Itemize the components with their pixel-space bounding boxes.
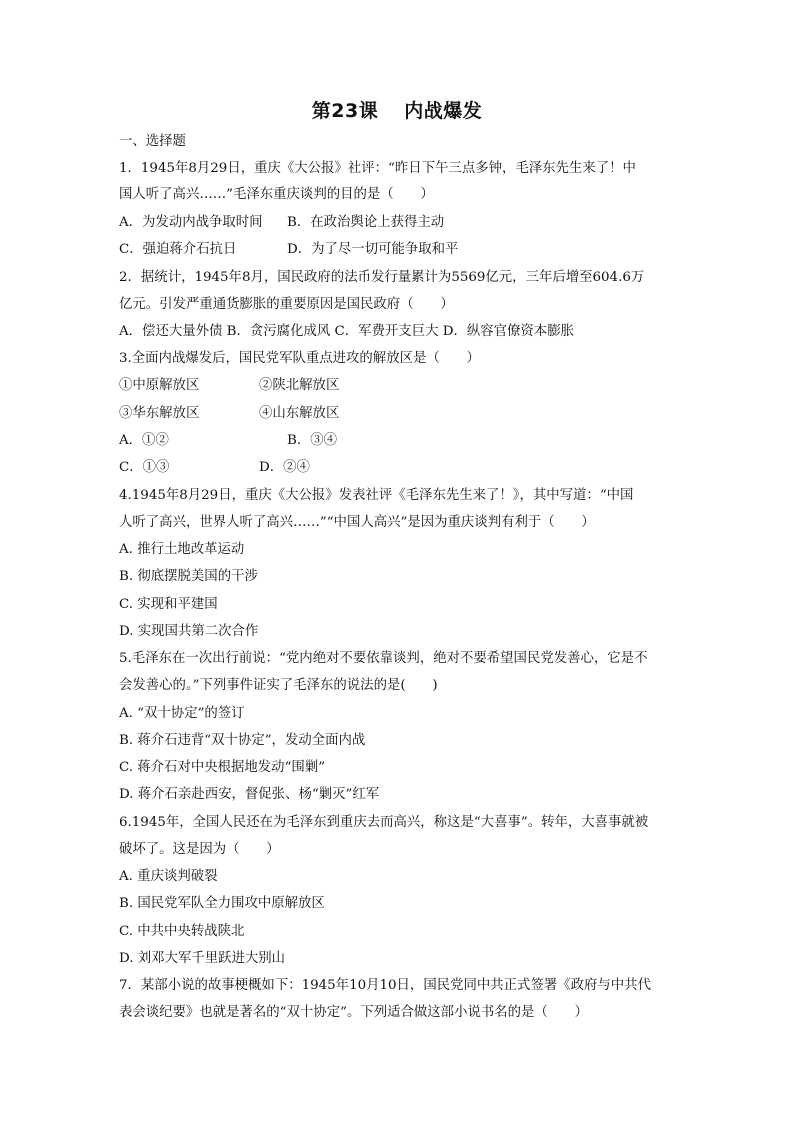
q6-option-b: B. 国民党军队全力围攻中原解放区 [119,896,325,911]
q1-option-d: D．为了尽一切可能争取和平 [287,242,459,257]
q1-options-row1 [119,214,679,232]
q3-option-b: B．③④ [287,433,338,448]
q3-item-3: ③华东解放区 [119,406,200,421]
q3-item-4: ④山东解放区 [259,406,340,421]
q3-option-a: A．①② [119,433,169,448]
q5-option-b: B. 蒋介石违背“双十协定”，发动全面内战 [119,733,366,748]
q4-stem-line2: 人听了高兴，世界人听了高兴……”“中国人高兴”是因为重庆谈判有利于（ ） [119,515,595,530]
q5-stem-line2: 会发善心的。”下列事件证实了毛泽东的说法的是( ) [119,678,438,693]
q1-option-b: B．在政治舆论上获得主动 [287,215,445,230]
q4-option-d: D. 实现国共第二次合作 [119,624,259,639]
section-heading: 一、选择题 [119,134,186,149]
q1-options-row2 [119,241,679,259]
q1-option-a: A．为发动内战争取时间 [119,215,263,230]
q6-option-c: C. 中共中央转战陕北 [119,924,245,939]
q3-options-row2 [119,459,679,477]
lesson-name: 内战爆发 [404,100,483,122]
q3-options-row1 [119,432,679,450]
q6-stem-line1: 6.1945年，全国人民还在为毛泽东到重庆去而高兴，称这是“大喜事”。转年，大喜事就被 [119,815,649,830]
q3-item-1: ①中原解放区 [119,378,200,393]
q4-stem-line1: 4.1945年8月29日，重庆《大公报》发表社评《毛泽东先生来了！》，其中写道：“中国 [119,488,634,503]
q3-items-row1 [119,377,679,395]
q1-option-c: C．强迫蒋介石抗日 [119,242,237,257]
q4-option-b: B. 彻底摆脱美国的干涉 [119,569,258,584]
lesson-title [0,96,794,123]
lesson-number: 第23课 [311,100,379,122]
q5-option-a: A. “双十协定”的签订 [119,706,245,721]
q3-stem: 3.全面内战爆发后，国民党军队重点进攻的解放区是（ ） [119,351,480,366]
q7-stem-line2: 表会谈纪要》也就是著名的“双十协定”。下列适合做这部小说书名的是（ ） [119,1005,588,1020]
q5-option-d: D. 蒋介石亲赴西安，督促张、杨“剿灭”红军 [119,787,380,802]
q4-option-c: C. 实现和平建国 [119,597,218,612]
q7-stem-line1: 7．某部小说的故事梗概如下：1945年10月10日，国民党同中共正式签署《政府与中共代 [119,978,651,993]
q3-option-c: C．①③ [119,460,170,475]
q3-items-row2 [119,405,679,423]
q1-stem-line1: 1．1945年8月29日，重庆《大公报》社评：“昨日下午三点多钟，毛泽东先生来了！中 [119,161,636,176]
q2-stem-line2: 亿元。引发严重通货膨胀的重要原因是国民政府（ ） [119,297,454,312]
q6-option-a: A. 重庆谈判破裂 [119,869,218,884]
q5-stem-line1: 5.毛泽东在一次出行前说：“党内绝对不要依靠谈判，绝对不要希望国民党发善心，它是不 [119,651,648,666]
q1-stem-line2: 国人听了高兴……”毛泽东重庆谈判的目的是（ ） [119,187,434,202]
q4-option-a: A. 推行土地改革运动 [119,542,245,557]
q3-item-2: ②陕北解放区 [259,378,340,393]
q2-stem-line1: 2．据统计，1945年8月，国民政府的法币发行量累计为5569亿元，三年后增至604.6万 [119,270,645,285]
q3-option-d: D．②④ [259,460,310,475]
q2-options: A．偿还大量外债 B．贪污腐化成风 C．军费开支巨大 D．纵容官僚资本膨胀 [119,324,574,339]
q6-stem-line2: 破坏了。这是因为（ ） [119,842,280,857]
q6-option-d: D. 刘邓大军千里跃进大别山 [119,951,286,966]
q5-option-c: C. 蒋介石对中央根据地发动“围剿” [119,760,326,775]
